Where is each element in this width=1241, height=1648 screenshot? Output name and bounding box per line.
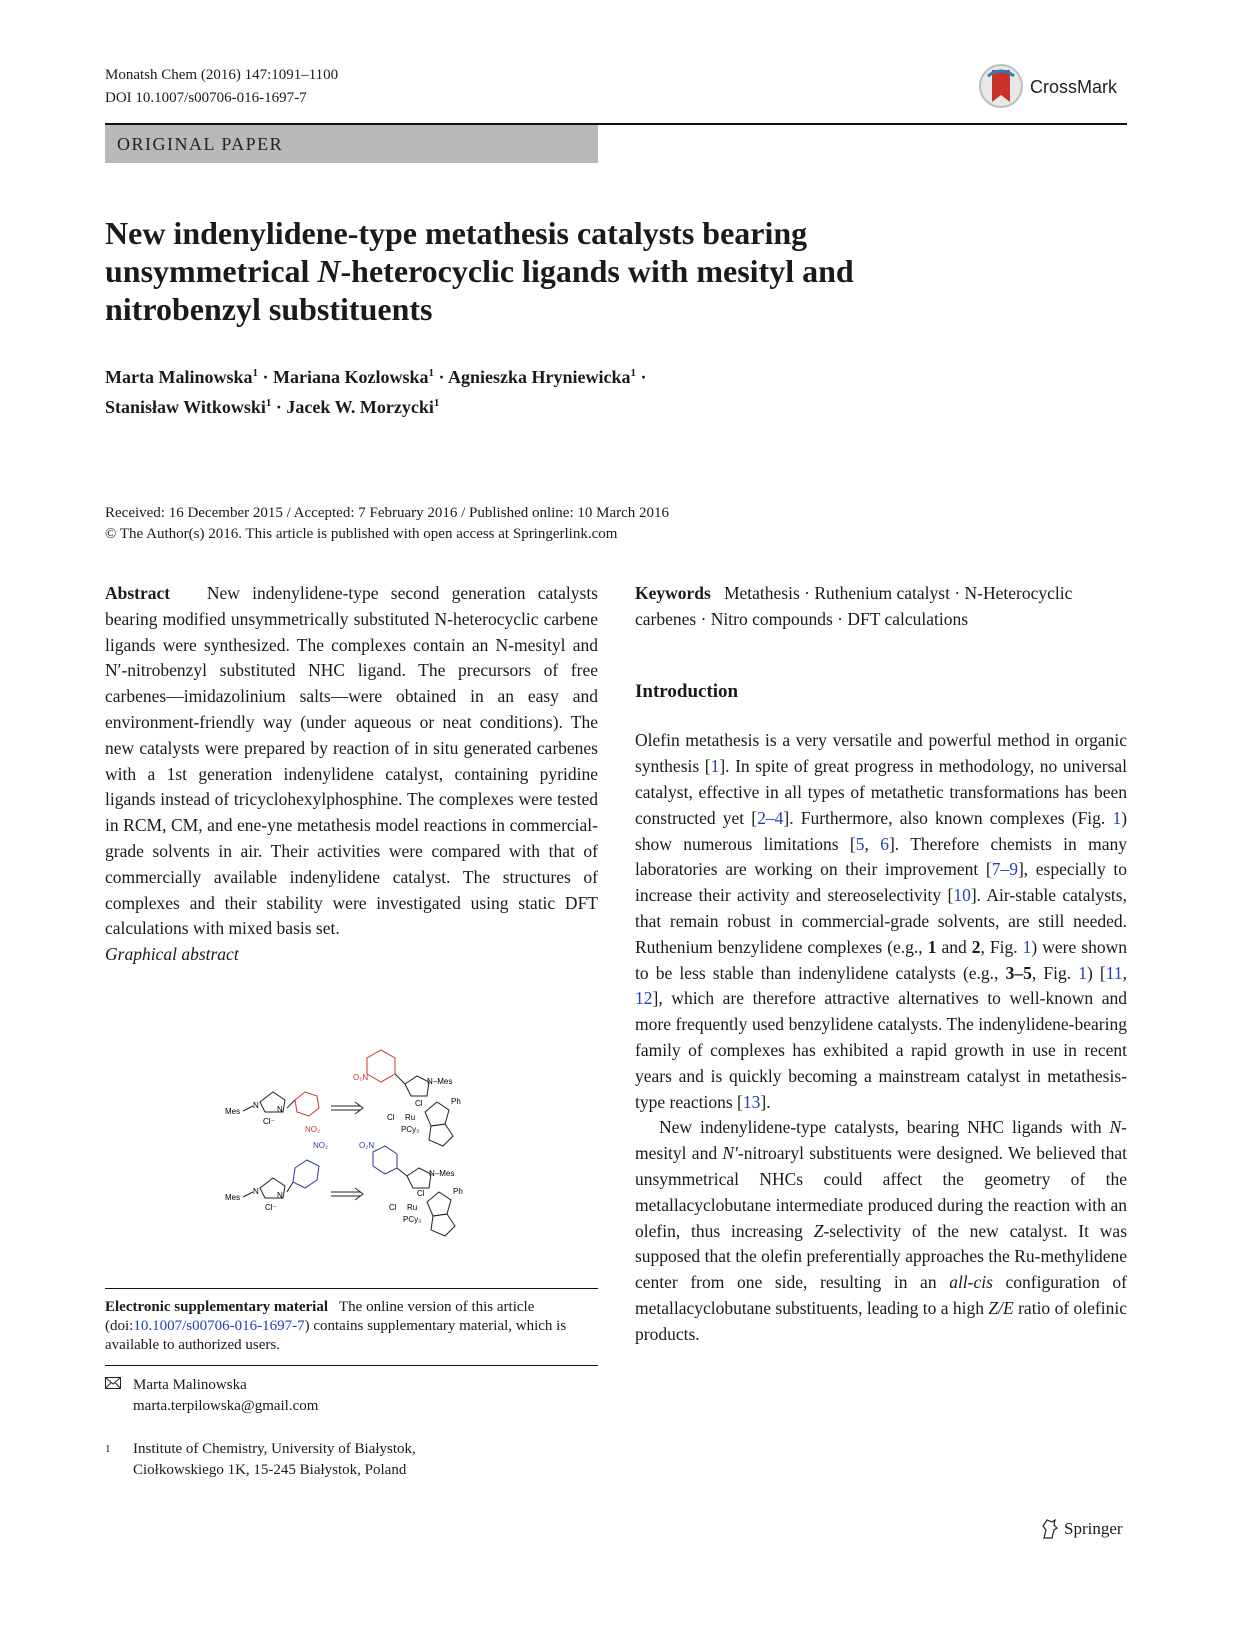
paragraph-text: ], which are therefore attractive alternatives to well-known and more frequently used benzylidene catalysts. The indenylidene-bearing family of complexes has exhibited a rapid growth in use in recent years and is quickly becoming a mainstream catalyst in metathesis-type reactions [ <box>635 988 1127 1112</box>
citation-link[interactable]: 1 <box>1078 962 1087 983</box>
paragraph-text: ratio of olefinic products. <box>635 1297 1127 1344</box>
introduction-paragraph-1 <box>635 728 1127 1115</box>
title-italic-n: N <box>317 253 341 289</box>
paragraph-text: ) show numerous limitations [ <box>635 807 1128 854</box>
journal-reference: Monatsh Chem (2016) 147:1091–1100 <box>105 67 339 83</box>
esm-rule-bottom <box>105 1365 598 1366</box>
corresponding-author <box>105 1375 598 1417</box>
arrow-2 <box>331 1188 363 1200</box>
paragraph-text: ]. Therefore chemists in many laboratories are working on their improvement [ <box>635 833 1127 880</box>
chloride-label: Cl⁻ <box>263 1117 275 1126</box>
nitro-label: NO₂ <box>305 1125 321 1134</box>
crossmark-label: CrossMark <box>1030 76 1118 97</box>
cl-label: Cl <box>387 1113 395 1122</box>
esm-text-2: ) contains supplementary material, which is available to authorized users. <box>105 1318 567 1353</box>
abstract-label: Abstract <box>105 583 171 603</box>
paragraph-text: configuration of metallacyclobutane substituents, leading to a high <box>635 1272 1127 1318</box>
esm-rule <box>105 1288 598 1289</box>
o2n-label: O₂N <box>353 1073 369 1082</box>
journal-citation <box>105 64 338 110</box>
esm-doi-link[interactable]: 10.1007/s00706-016-1697-7 <box>133 1318 305 1334</box>
cl-label: Cl <box>417 1189 425 1198</box>
author-name: Stanisław Witkowski <box>105 397 266 417</box>
abstract-section <box>105 581 598 968</box>
italic-text: N <box>1109 1117 1122 1138</box>
crossmark-badge[interactable] <box>978 58 1128 116</box>
graphical-abstract-figure <box>105 1040 598 1245</box>
esm-text-1: The online version of this article (doi: <box>105 1299 535 1334</box>
author-name: Mariana Kozlowska <box>273 367 429 387</box>
publisher-name: Springer <box>1064 1519 1123 1538</box>
paper-title <box>105 214 885 328</box>
compound-number: 1 <box>927 936 937 957</box>
compound-number: 3–5 <box>1005 962 1032 983</box>
author-name: Agnieszka Hryniewicka <box>448 367 631 387</box>
paragraph-text: ]. <box>760 1091 771 1112</box>
italic-text: N′ <box>722 1143 738 1164</box>
paragraph-text: and <box>936 936 972 957</box>
paragraph-text: ]. In spite of great progress in methodology, no universal catalyst, effective in all types of metathetic transformations has been constructed yet [ <box>635 756 1128 828</box>
paragraph-text: , <box>864 833 881 854</box>
reaction-scheme <box>105 1040 598 1245</box>
pcy3-label: PCy₃ <box>401 1125 420 1134</box>
citation-link[interactable]: 1 <box>1112 807 1122 828</box>
affiliation-number: 1 <box>105 1443 111 1455</box>
affiliation <box>105 1439 598 1481</box>
paragraph-text: -nitroaryl substituents were designed. We believed that unsymmetrical NHCs could affect the geometry of the metallacyclobutane intermediate produced during the reaction with an olefin, thus increasing <box>635 1143 1128 1241</box>
paragraph-text: , Fig. <box>1031 962 1079 983</box>
introduction-heading: Introduction <box>635 680 739 702</box>
right-column <box>635 581 1127 1348</box>
author-name: Marta Malinowska <box>105 367 253 387</box>
paragraph-text: , <box>1122 962 1127 983</box>
chloride-label: Cl⁻ <box>265 1203 277 1212</box>
ph-label: Ph <box>453 1187 463 1196</box>
ph-label: Ph <box>451 1097 461 1106</box>
para-salt <box>225 1141 328 1212</box>
mes-label: Mes <box>225 1107 241 1116</box>
paragraph-text: -mesityl and <box>635 1117 1127 1164</box>
citation-link[interactable]: 1 <box>1022 936 1032 957</box>
author-affiliation-mark: 1 <box>428 367 435 379</box>
para-catalyst <box>359 1141 463 1236</box>
citation-link[interactable]: 12 <box>635 988 653 1009</box>
affiliation-line-2: Ciołkowskiego 1K, 15-245 Białystok, Poland <box>133 1462 407 1478</box>
ortho-catalyst <box>353 1050 461 1146</box>
italic-text: Z/E <box>988 1297 1014 1318</box>
n-label: N <box>277 1105 283 1114</box>
author-affiliation-mark: 1 <box>265 397 272 409</box>
author-affiliation-mark: 1 <box>252 367 258 379</box>
esm-label: Electronic supplementary material <box>105 1299 329 1315</box>
ru-label: Ru <box>405 1113 416 1122</box>
abstract-text: New indenylidene-type second generation catalysts bearing modified unsymmetrically substituted N-heterocyclic carbene ligands were synthesized. The complexes contain an N-mesityl and N′-nitrobenzyl substituted NHC ligand. The precursors of free carbenes—imidazolinium salts—were obtained in an easy and environment-friendly way (under aqueous or neat conditions). The new catalysts were prepared by reaction of in situ generated carbenes with a 1st generation indenylidene catalyst, containing pyridine ligands instead of tricyclohexylphosphine. The complexes were tested in RCM, CM, and ene-yne metathesis model reactions in commercial-grade solvents in air. Their activities were compared with that of commercially available indenylidene catalyst. The structures of complexes and their stability were investigated using static DFT calculations with mixed basis set. <box>105 583 598 939</box>
citation-link[interactable]: 5 <box>855 833 865 854</box>
author-affiliation-mark: 1 <box>433 397 440 409</box>
paragraph-text: New indenylidene-type catalysts, bearing NHC ligands with <box>659 1117 1110 1138</box>
keywords <box>635 581 1127 633</box>
article-type-banner: ORIGINAL PAPER <box>105 125 598 163</box>
affiliation-line-1: Institute of Chemistry, University of Białystok, <box>133 1441 416 1457</box>
publication-dates <box>105 503 1005 545</box>
ru-label: Ru <box>407 1203 418 1212</box>
crossmark-icon <box>978 62 1024 112</box>
n-label: N <box>253 1101 259 1110</box>
paragraph-text: , Fig. <box>980 936 1023 957</box>
paragraph-text: Olefin metathesis is a very versatile and powerful method in organic synthesis [ <box>635 730 1127 777</box>
copyright-line: © The Author(s) 2016. This article is published with open access at Springerlink.com <box>105 526 618 542</box>
author-affiliation-mark: 1 <box>630 367 637 379</box>
keywords-text: Metathesis · Ruthenium catalyst · N-Heterocyclic carbenes · Nitro compounds · DFT calculations <box>635 583 1073 629</box>
mes-label: Mes <box>225 1193 241 1202</box>
citation-link[interactable]: 11 <box>1105 962 1123 983</box>
author-list: Marta Malinowska$^1$ · Mariana Kozlowska$^1$ · Agnieszka Hryniewicka$^1$ · Stanisław Witkowski$^1$ · Jacek W. Morzycki$^1$ <box>105 367 647 417</box>
history-dates: Received: 16 December 2015 / Accepted: 7 February 2016 / Published online: 10 March 2016 <box>105 505 670 521</box>
supplementary-note <box>105 1298 598 1355</box>
cl-label: Cl <box>415 1099 423 1108</box>
citation-link[interactable]: 2–4 <box>757 807 784 828</box>
paragraph-text: ], especially to increase their activity and stereoselectivity [ <box>635 859 1127 906</box>
doi-line: DOI 10.1007/s00706-016-1697-7 <box>105 90 307 106</box>
n-mes-label: N–Mes <box>427 1077 453 1086</box>
publisher-logo <box>1040 1518 1123 1540</box>
cl-label: Cl <box>389 1203 397 1212</box>
keywords-label: Keywords <box>635 583 711 603</box>
abstract-paragraph <box>105 581 598 942</box>
citation-link[interactable]: 7–9 <box>991 859 1018 880</box>
citation-link[interactable]: 1 <box>710 756 720 777</box>
paragraph-text: ]. Air-stable catalysts, that remain robust in commercial-grade solvents, are still needed. Ruthenium benzylidene complexes (e.g., <box>635 885 1127 957</box>
pcy3-label: PCy₃ <box>403 1215 422 1224</box>
paragraph-text: ]. Furthermore, also known complexes (Fig. <box>783 807 1113 828</box>
paragraph-text: -selectivity of the new catalyst. It was supposed that the olefin preferentially approaches the Ru-methylidene center from one side, resulting in an <box>635 1220 1128 1293</box>
contact-name: Marta Malinowska <box>133 1377 247 1393</box>
nitro-label: NO₂ <box>313 1141 329 1150</box>
italic-text: Z <box>813 1220 824 1241</box>
ortho-salt <box>225 1092 320 1134</box>
springer-horse-icon <box>1040 1518 1060 1540</box>
author-name: Jacek W. Morzycki <box>286 397 434 417</box>
o2n-label: O₂N <box>359 1141 375 1150</box>
envelope-icon <box>105 1375 133 1417</box>
n-mes-label: N–Mes <box>429 1169 455 1178</box>
italic-text: all-cis <box>949 1272 993 1293</box>
citation-link[interactable]: 10 <box>953 885 971 906</box>
arrow-1 <box>331 1102 363 1114</box>
citation-link[interactable]: 13 <box>742 1091 761 1112</box>
paragraph-text: ) [ <box>1086 962 1106 983</box>
introduction-paragraph-2 <box>635 1115 1127 1347</box>
compound-number: 2 <box>971 936 981 957</box>
paragraph-text: ) were shown to be less stable than indenylidene catalysts (e.g., <box>635 936 1127 983</box>
contact-email[interactable]: marta.terpilowska@gmail.com <box>133 1398 319 1414</box>
n-label: N <box>277 1191 283 1200</box>
graphical-abstract-label: Graphical abstract <box>105 944 239 965</box>
n-label: N <box>253 1187 259 1196</box>
title-part-1: New indenylidene-type metathesis catalysts bearing unsymmetrical <box>105 215 808 289</box>
title-part-2: -heterocyclic ligands with mesityl and nitrobenzyl substituents <box>105 253 854 327</box>
citation-link[interactable]: 6 <box>880 833 889 854</box>
